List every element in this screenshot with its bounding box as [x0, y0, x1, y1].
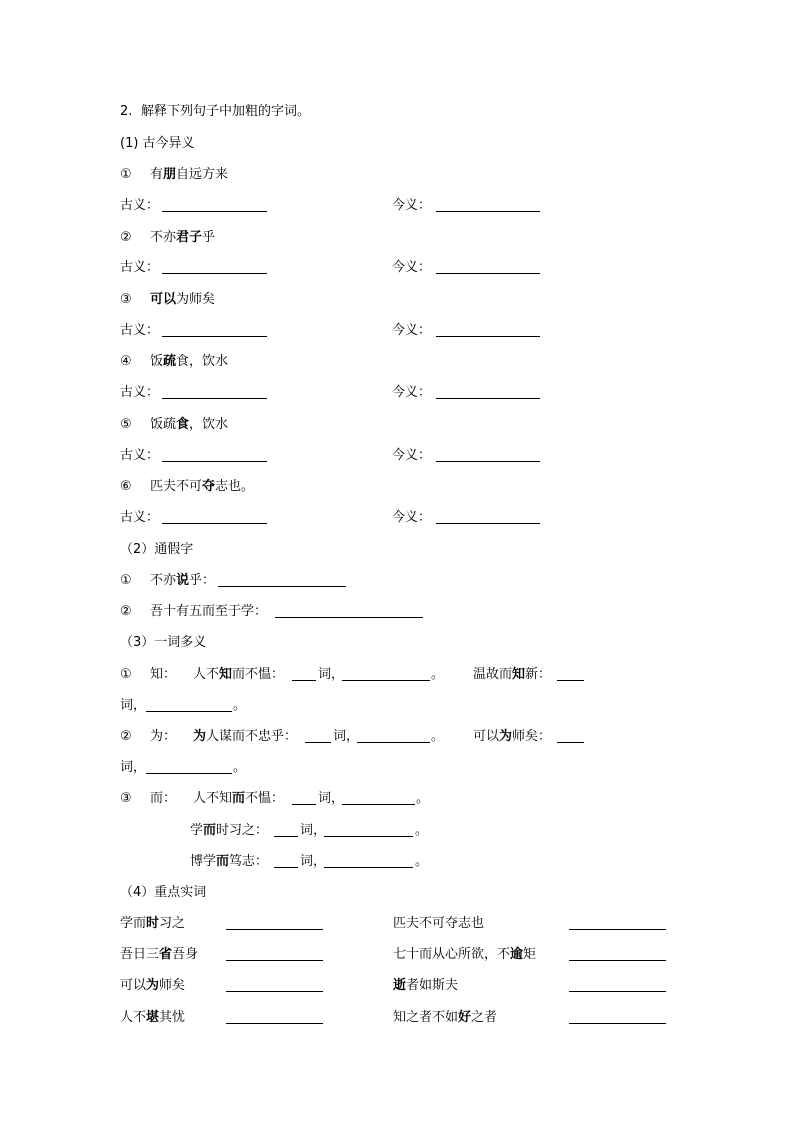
item-sentence: 不亦君子乎	[150, 230, 216, 245]
answer-blank[interactable]	[569, 977, 666, 992]
meaning-blank[interactable]	[357, 728, 430, 743]
example-sentence: 博学而笃志：	[190, 854, 269, 869]
period: 。	[233, 760, 247, 775]
section3-title: （3）一词多义	[120, 635, 207, 650]
item-number: ②	[120, 729, 132, 744]
gu-answer-blank[interactable]	[162, 322, 267, 337]
item-sentence: 吾十有五而至于学：	[150, 604, 268, 619]
item-number: ④	[120, 354, 132, 369]
item-sentence: 饭疏食，饮水	[150, 354, 229, 369]
answer-blank[interactable]	[275, 603, 423, 618]
gu-answer-blank[interactable]	[162, 197, 267, 212]
item-number: ①	[120, 573, 132, 588]
item-number: ⑤	[120, 417, 132, 432]
pos-blank[interactable]	[274, 822, 298, 837]
pos-blank[interactable]	[557, 666, 584, 681]
jin-label: 今义：	[392, 510, 432, 525]
ci-label: 词，	[300, 823, 327, 838]
period: 。	[416, 791, 430, 806]
item-number: ⑥	[120, 479, 132, 494]
jin-label: 今义：	[392, 260, 432, 275]
period: 。	[431, 729, 445, 744]
ci-label: 词，	[333, 729, 360, 744]
ci-label: 词，	[120, 698, 147, 713]
gu-answer-blank[interactable]	[162, 447, 267, 462]
meaning-blank[interactable]	[146, 697, 232, 712]
period: 。	[431, 667, 445, 682]
meaning-blank[interactable]	[342, 790, 415, 805]
jin-label: 今义：	[392, 323, 432, 338]
jin-answer-blank[interactable]	[436, 447, 540, 462]
jin-answer-blank[interactable]	[436, 509, 540, 524]
gu-label: 古义：	[120, 448, 160, 463]
item-number: ①	[120, 667, 132, 682]
meaning-blank[interactable]	[324, 853, 413, 868]
word-label: 而：	[150, 791, 177, 806]
example-sentence: 可以为师矣：	[473, 729, 552, 744]
keyword-sentence: 逝者如斯夫	[393, 978, 459, 993]
period: 。	[415, 854, 429, 869]
keyword-sentence: 人不堪其忧	[120, 1010, 186, 1025]
question-number: 2.	[120, 104, 133, 119]
section2-title: （2）通假字	[120, 542, 194, 557]
item-number: ①	[120, 167, 132, 182]
item-sentence: 不亦说乎：	[150, 573, 216, 588]
example-sentence: 学而时习之：	[190, 823, 269, 838]
answer-blank[interactable]	[226, 1009, 323, 1024]
jin-answer-blank[interactable]	[436, 322, 540, 337]
example-sentence: 人不知而不愠：	[193, 791, 285, 806]
answer-blank[interactable]	[569, 1009, 666, 1024]
jin-answer-blank[interactable]	[436, 384, 540, 399]
gu-label: 古义：	[120, 198, 160, 213]
gu-answer-blank[interactable]	[162, 384, 267, 399]
word-label: 为：	[150, 729, 177, 744]
ci-label: 词，	[318, 791, 345, 806]
jin-answer-blank[interactable]	[436, 259, 540, 274]
item-sentence: 可以为师矣	[150, 292, 216, 307]
item-number: ③	[120, 791, 132, 806]
item-sentence: 匹夫不可夺志也。	[150, 479, 255, 494]
section4-title: （4）重点实词	[120, 885, 207, 900]
word-label: 知：	[150, 667, 177, 682]
answer-blank[interactable]	[226, 915, 323, 930]
answer-blank[interactable]	[226, 946, 323, 961]
period: 。	[415, 823, 429, 838]
answer-blank[interactable]	[569, 915, 666, 930]
pos-blank[interactable]	[305, 728, 331, 743]
item-number: ③	[120, 292, 132, 307]
answer-blank[interactable]	[569, 946, 666, 961]
item-sentence: 饭疏食，饮水	[150, 417, 229, 432]
meaning-blank[interactable]	[146, 759, 232, 774]
pos-blank[interactable]	[292, 790, 316, 805]
ci-label: 词，	[120, 760, 147, 775]
gu-label: 古义：	[120, 260, 160, 275]
pos-blank[interactable]	[274, 853, 298, 868]
period: 。	[233, 698, 247, 713]
ci-label: 词，	[300, 854, 327, 869]
gu-label: 古义：	[120, 323, 160, 338]
jin-label: 今义：	[392, 385, 432, 400]
keyword-sentence: 七十而从心所欲，不逾矩	[393, 947, 537, 962]
gu-answer-blank[interactable]	[162, 259, 267, 274]
jin-label: 今义：	[392, 198, 432, 213]
jin-answer-blank[interactable]	[436, 197, 540, 212]
question-text: 解释下列句子中加粗的字词。	[141, 104, 311, 119]
example-sentence: 温故而知新：	[473, 667, 552, 682]
gu-label: 古义：	[120, 510, 160, 525]
example-sentence: 人不知而不愠：	[193, 667, 285, 682]
item-number: ②	[120, 230, 132, 245]
keyword-sentence: 可以为师矣	[120, 978, 186, 993]
jin-label: 今义：	[392, 448, 432, 463]
answer-blank[interactable]	[226, 977, 323, 992]
example-sentence: 为人谋而不忠乎：	[193, 729, 298, 744]
item-number: ②	[120, 604, 132, 619]
section1-title: (1) 古今异义	[120, 136, 195, 151]
item-sentence: 有朋自远方来	[150, 167, 229, 182]
keyword-sentence: 吾日三省吾身	[120, 947, 199, 962]
keyword-sentence: 匹夫不可夺志也	[393, 916, 485, 931]
meaning-blank[interactable]	[324, 822, 413, 837]
gu-label: 古义：	[120, 385, 160, 400]
keyword-sentence: 知之者不如好之者	[393, 1010, 498, 1025]
pos-blank[interactable]	[292, 666, 316, 681]
answer-blank[interactable]	[218, 572, 346, 587]
ci-label: 词，	[318, 667, 345, 682]
gu-answer-blank[interactable]	[162, 509, 267, 524]
meaning-blank[interactable]	[342, 666, 430, 681]
keyword-sentence: 学而时习之	[120, 916, 186, 931]
pos-blank[interactable]	[557, 728, 584, 743]
